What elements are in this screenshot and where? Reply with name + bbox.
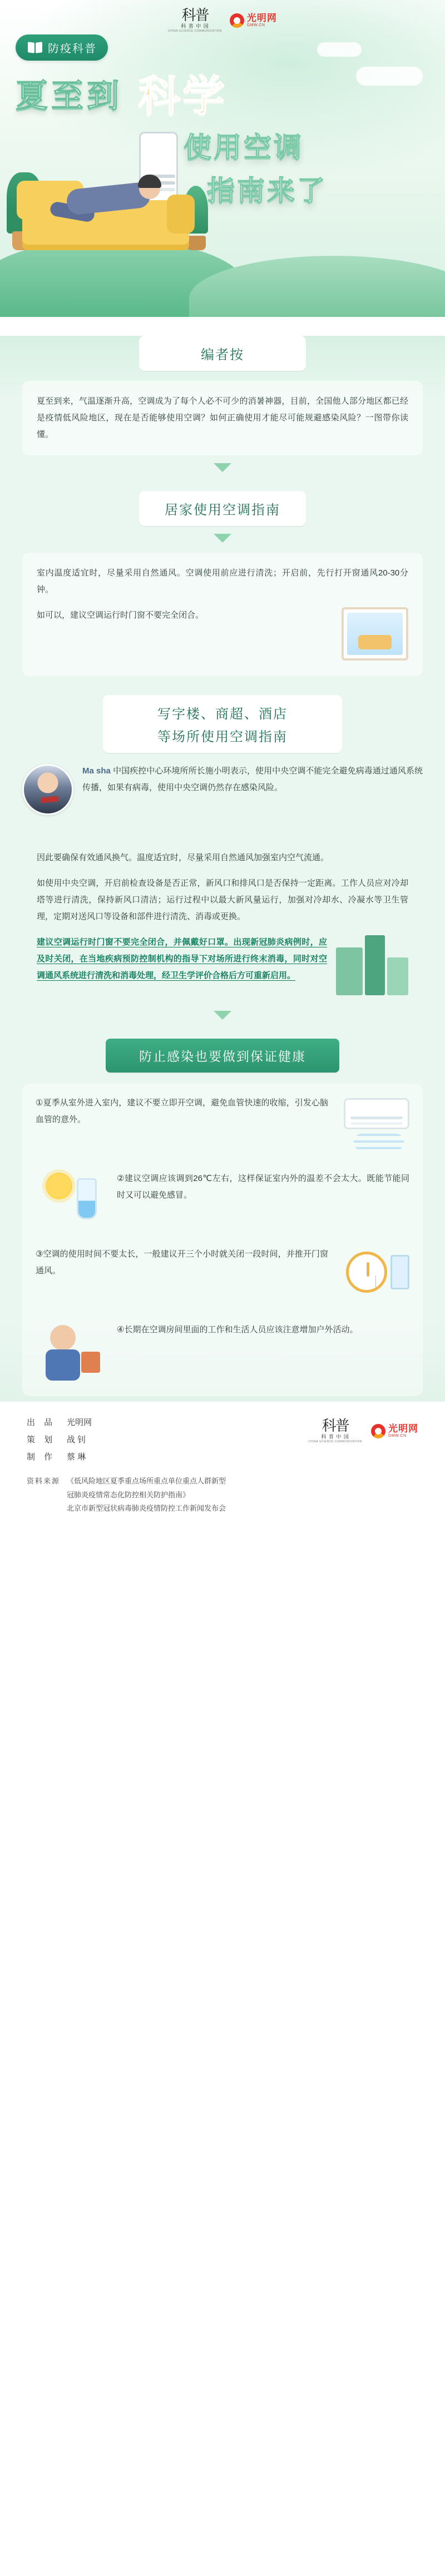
gmw-logo-mark bbox=[230, 13, 244, 28]
tip-text: 夏季从室外进入室内，建议不要立即开空调，避免血管快速的收缩，引发心脑血管的意外。 bbox=[36, 1098, 328, 1124]
section-heading-health-tips-label: 防止感染也要做到保证健康 bbox=[139, 1049, 306, 1064]
arrow-down-icon bbox=[214, 534, 231, 543]
section-heading-home-guide bbox=[139, 491, 306, 526]
kepu-logo-subtext: CHINA SCIENCE COMMUNICATION bbox=[308, 1440, 362, 1443]
gmw-logo-title: 光明网 bbox=[388, 1423, 418, 1434]
buildings-icon bbox=[336, 934, 408, 995]
home-guide-paragraph-2: 如可以，建议空调运行时门窗不要完全闭合。 bbox=[37, 611, 204, 620]
kepu-logo-text: 科 普 中 国 bbox=[181, 23, 209, 29]
expert-quote-text: 中国疾控中心环境所所长施小明表示，使用中央空调不能完全避免病毒通过通风系统传播，如果有病毒，使用中央空调仍然存在感染风险。 bbox=[82, 766, 423, 792]
kepu-china-logo bbox=[168, 8, 222, 33]
tip-number: ④ bbox=[117, 1325, 125, 1334]
family-picture-frame-icon bbox=[342, 607, 408, 661]
kepu-logo-glyph: 科普 bbox=[181, 7, 209, 23]
home-guide-paragraph-1: 室内温度适宜时，尽量采用自然通风。空调使用前应进行清洗；开启前，先行打开窗通风20-30分钟。 bbox=[37, 568, 408, 594]
avatar bbox=[22, 764, 73, 815]
flower-pot-icon bbox=[187, 236, 206, 250]
clock-and-window-icon bbox=[337, 1246, 409, 1307]
gmw-logo-domain: GMW.CN bbox=[246, 23, 265, 27]
office-guide-paragraph-3: 建议空调运行时门窗不要完全闭合，并佩戴好口罩。出现新冠肺炎病例时，应及时关闭，在当地疾病预防控制机构的指导下对场所进行终末消毒，同时对空调通风系统进行清洗和消毒处理，经卫生学评价合格后方可重新启用。 bbox=[37, 937, 327, 980]
expert-quote-block bbox=[22, 763, 423, 835]
credit-key: 出 品 bbox=[27, 1418, 56, 1427]
section-heading-office-guide bbox=[103, 695, 342, 753]
book-icon bbox=[28, 42, 42, 53]
credit-key: 策 划 bbox=[27, 1435, 56, 1445]
credit-value: 光明网 bbox=[67, 1418, 92, 1427]
kepu-china-logo bbox=[308, 1418, 362, 1443]
gmw-logo-mark bbox=[371, 1424, 385, 1438]
editor-note-card bbox=[22, 381, 423, 455]
hero-title-line3: 指南来了 bbox=[207, 175, 327, 206]
tip-item bbox=[36, 1095, 409, 1156]
editor-note-paragraph: 夏至到来，气温逐渐升高，空调成为了每个人必不可少的消暑神器，目前，全国他人部分地区都已经是疫情低风险地区，现在是否能够使用空调？如何正确使用才能尽可能规避感染风险？一图带你读懂。 bbox=[37, 396, 408, 439]
air-conditioner-icon bbox=[337, 1095, 409, 1156]
section-heading-editor-note-label: 编者按 bbox=[201, 348, 244, 363]
credit-value: 战 钊 bbox=[67, 1435, 86, 1445]
hero-title-line1-a: 夏至到 bbox=[16, 77, 123, 114]
tip-text: 长期在空调房间里面的工作和生活人员应该注意增加户外活动。 bbox=[124, 1325, 358, 1334]
footer-credits bbox=[0, 1402, 445, 1538]
source-row bbox=[27, 1475, 418, 1502]
office-guide-card bbox=[22, 845, 423, 1003]
person-walking-icon bbox=[36, 1322, 108, 1383]
tip-number: ② bbox=[117, 1174, 125, 1183]
source-key: 资料来源 bbox=[27, 1477, 61, 1485]
category-badge-label: 防疫科普 bbox=[48, 43, 97, 55]
credit-row bbox=[27, 1416, 308, 1428]
cloud-decoration bbox=[317, 42, 362, 57]
kepu-logo-text: 科 普 中 国 bbox=[321, 1434, 349, 1440]
office-guide-paragraph-1: 因此要确保有效通风换气。温度适宜时，尽量采用自然通风加强室内空气流通。 bbox=[37, 853, 329, 862]
gmw-logo bbox=[371, 1424, 418, 1438]
kepu-logo-glyph: 科普 bbox=[322, 1417, 349, 1434]
tip-item bbox=[36, 1170, 409, 1232]
sun-and-thermometer-icon bbox=[36, 1170, 108, 1232]
tip-item bbox=[36, 1322, 409, 1383]
hero-banner bbox=[0, 0, 445, 317]
hero-title-line1-b: 科学 bbox=[138, 62, 227, 123]
hero-title-line2: 使用空调 bbox=[184, 132, 304, 163]
brand-bar bbox=[0, 8, 445, 33]
kepu-logo-subtext: CHINA SCIENCE COMMUNICATION bbox=[168, 29, 222, 33]
category-badge bbox=[16, 34, 108, 61]
office-guide-paragraph-2: 如使用中央空调，开启前检查设备是否正常，新风口和排风口是否保持一定距离。工作人员应对冷却塔等进行清洗，保持新风口清洁；运行过程中以最大新风量运行，加强对冷却水、冷凝水等卫生管理，定期对送风口等设备和部件进行清洗、消毒或更换。 bbox=[37, 878, 408, 921]
gmw-logo-title: 光明网 bbox=[246, 12, 277, 23]
tip-text: 建议空调应该调到26℃左右，这样保证室内外的温差不会太大。既能节能同时又可以避免感冒。 bbox=[117, 1174, 409, 1200]
section-heading-editor-note bbox=[139, 336, 306, 371]
credit-value: 蔡 琳 bbox=[67, 1452, 86, 1462]
credit-key: 制 作 bbox=[27, 1452, 56, 1462]
tip-text: 空调的使用时间不要太长，一般建议开三个小时就关闭一段时间，并推开门窗通风。 bbox=[36, 1249, 328, 1275]
section-heading-office-guide-line2: 等场所使用空调指南 bbox=[157, 729, 288, 744]
section-heading-home-guide-label: 居家使用空调指南 bbox=[165, 503, 280, 518]
credit-row bbox=[27, 1433, 308, 1445]
credit-row bbox=[27, 1451, 308, 1462]
gmw-logo-domain: GMW.CN bbox=[388, 1433, 407, 1438]
section-heading-health-tips bbox=[106, 1039, 339, 1073]
source-line: 《低风险地区夏季重点场所重点单位重点人群新型 bbox=[67, 1477, 226, 1485]
section-heading-office-guide-line1: 写字楼、商超、酒店 bbox=[157, 707, 288, 722]
hero-title-block bbox=[0, 62, 445, 209]
tip-item bbox=[36, 1246, 409, 1307]
expert-name-watermark: Ma sha bbox=[82, 766, 111, 776]
arrow-down-icon bbox=[214, 463, 231, 472]
gmw-logo bbox=[230, 13, 277, 28]
tip-number: ③ bbox=[36, 1249, 43, 1259]
health-tips-list bbox=[22, 1084, 423, 1396]
home-guide-card bbox=[22, 553, 423, 676]
tip-number: ① bbox=[36, 1098, 43, 1108]
source-line: 北京市新型冠状病毒肺炎疫情防控工作新闻发布会 bbox=[67, 1504, 226, 1513]
source-line: 冠肺炎疫情常态化防控相关防护指南》 bbox=[67, 1490, 190, 1499]
content-body bbox=[0, 336, 445, 1402]
arrow-down-icon bbox=[214, 1011, 231, 1020]
